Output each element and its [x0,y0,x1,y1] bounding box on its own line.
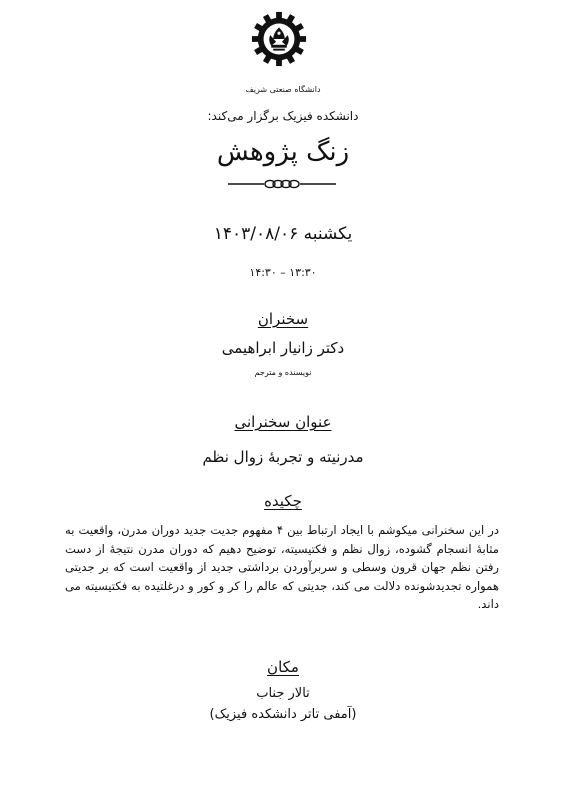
university-name: دانشگاه صنعتی شریف [245,85,321,94]
event-title: زنگ پژوهش [216,137,350,167]
location-name: تالار جناب [256,686,310,701]
event-date: یکشنبه ۱۴۰۳/۰۸/۰۶ [213,224,353,244]
speaker-name: دکتر زانیار ابراهیمی [221,339,345,357]
abstract-text: در این سخنرانی میکوشم با ایجاد ارتباط بین ۴ مفهوم جدیت جدید دوران مدرن، واقعیت به مثابهٔ انسجام گشوده، زوال نظم و فکتیسیته، توضیح دهیم که دوران مدرن نتیجهٔ از دست رفتن نظم جهان قرون وسطی و سربرآوردن برداشتی جدید از واقعیت است که بر جدیتی همواره تجدیدشونده دلالت می کند، جدیتی که عالم را کر و کور و درغلتیده به فکتیسیته می داند. [65,523,499,611]
location-detail: (آمفی تاتر دانشکده فیزیک) [209,707,357,722]
faculty-announcement: دانشکده فیزیک برگزار می‌کند: [207,109,359,123]
talk-title-heading: عنوان سخنرانی [234,413,332,431]
location-heading: مکان [267,658,299,676]
talk-title: مدرنیته و تجربهٔ زوال نظم [202,448,364,466]
university-gear-emblem-icon [250,10,308,68]
abstract-heading: چکیده [264,492,302,510]
speakers-heading: سخنران [257,310,309,328]
speaker-role: نویسنده و مترجم [254,368,312,377]
decorative-divider-icon [228,176,336,192]
event-time: ۱۳:۳۰ – ۱۴:۳۰ [249,266,317,279]
